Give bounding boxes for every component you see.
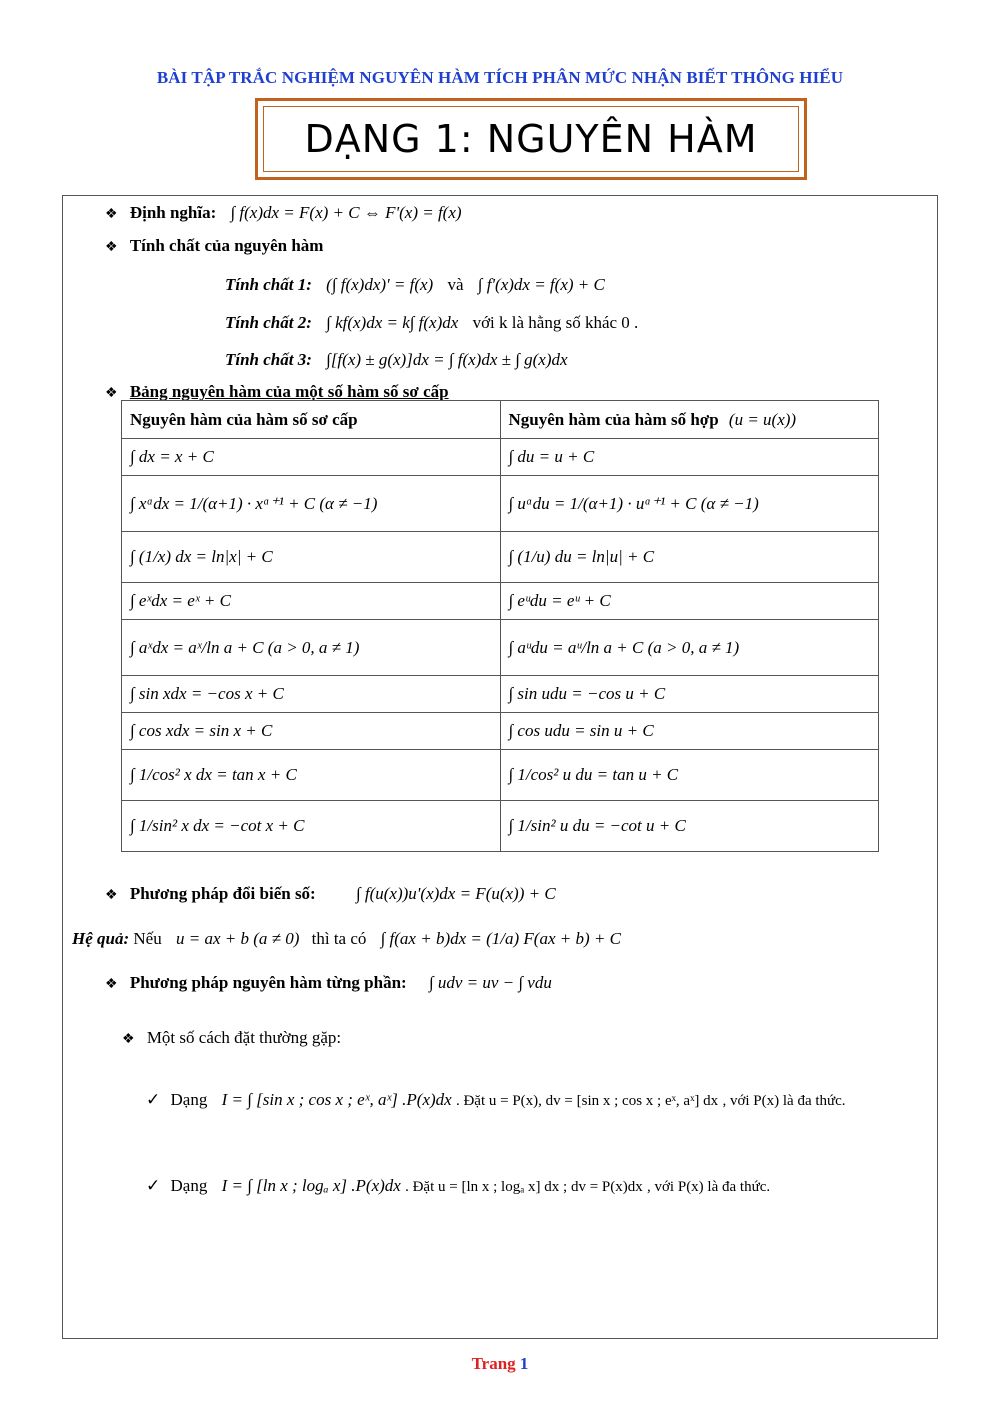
property-1-label: Tính chất 1: (225, 275, 312, 294)
table-cell: ∫ du = u + C (500, 439, 879, 476)
table-header-row (122, 401, 879, 439)
corollary-line (72, 929, 621, 949)
form2-set: . Đặt u = [ln x ; logₐ x] dx ; dv = P(x)dx (405, 1179, 643, 1195)
corollary-text1: Nếu (133, 929, 162, 948)
property-2 (225, 313, 638, 333)
table-cell: ∫ 1/cos² x dx = tan x + C (122, 750, 501, 801)
table-cell: ∫ cos udu = sin u + C (500, 713, 879, 750)
properties-heading-line (105, 236, 323, 256)
common-heading-line (122, 1028, 341, 1048)
property-1 (225, 275, 605, 295)
diamond-bullet-icon: ❖ (105, 386, 118, 401)
table-row (122, 532, 879, 583)
table-row (122, 801, 879, 852)
substitution-label: Phương pháp đổi biến số: (129, 884, 316, 903)
common-form-2 (146, 1176, 770, 1196)
corollary-text2: thì ta có (311, 929, 367, 948)
antiderivative-table (121, 400, 879, 852)
form1-integral: I = ∫ [sin x ; cos x ; eˣ, aˣ] .P(x)dx (221, 1090, 452, 1109)
title-box (255, 98, 807, 180)
substitution-formula: ∫ f(u(x))u'(x)dx = F(u(x)) + C (355, 884, 556, 903)
property-1-formula: (∫ f(x)dx)' = f(x) (326, 275, 434, 294)
table-cell: ∫ aˣdx = aˣ/ln a + C (a > 0, a ≠ 1) (122, 620, 501, 676)
table-row (122, 676, 879, 713)
corollary-math1: u = ax + b (a ≠ 0) (175, 929, 300, 948)
page-footer (0, 1354, 1000, 1374)
table-cell: ∫ (1/u) du = ln|u| + C (500, 532, 879, 583)
common-form-1 (146, 1090, 846, 1110)
table-row (122, 620, 879, 676)
table-cell: ∫ xᵅdx = 1/(α+1) · xᵅ⁺¹ + C (α ≠ −1) (122, 476, 501, 532)
substitution-line (105, 884, 556, 904)
table-col2-header (500, 401, 879, 439)
table-cell: ∫ 1/sin² u du = −cot u + C (500, 801, 879, 852)
table-cell: ∫ eᵘdu = eᵘ + C (500, 583, 879, 620)
table-cell: ∫ aᵘdu = aᵘ/ln a + C (a > 0, a ≠ 1) (500, 620, 879, 676)
parts-line (105, 973, 552, 993)
table-cell: ∫ uᵅdu = 1/(α+1) · uᵅ⁺¹ + C (α ≠ −1) (500, 476, 879, 532)
diamond-bullet-icon: ❖ (105, 240, 118, 255)
form1-tail: , với P(x) là đa thức. (722, 1093, 846, 1109)
table-row (122, 476, 879, 532)
parts-formula: ∫ udv = uv − ∫ vdu (428, 973, 552, 992)
table-cell: ∫ (1/x) dx = ln|x| + C (122, 532, 501, 583)
form2-prefix: Dạng (170, 1176, 208, 1195)
table-row (122, 713, 879, 750)
property-3-label: Tính chất 3: (225, 350, 312, 369)
table-row (122, 750, 879, 801)
table-cell: ∫ dx = x + C (122, 439, 501, 476)
page-header: BÀI TẬP TRẮC NGHIỆM NGUYÊN HÀM TÍCH PHÂN MỨC NHẬN BIẾT THÔNG HIỂU (156, 68, 844, 87)
page-title: DẠNG 1: NGUYÊN HÀM (263, 106, 799, 172)
corollary-label: Hệ quả: (72, 929, 130, 948)
property-3 (225, 350, 568, 370)
diamond-bullet-icon: ❖ (105, 977, 118, 992)
table-cell: ∫ 1/sin² x dx = −cot x + C (122, 801, 501, 852)
table-cell: ∫ sin udu = −cos u + C (500, 676, 879, 713)
table-heading: Bảng nguyên hàm của một số hàm số sơ cấp (129, 382, 449, 401)
page-number: 1 (519, 1354, 529, 1373)
property-1-formula2: ∫ f'(x)dx = f(x) + C (477, 275, 605, 294)
footer-label: Trang (471, 1354, 516, 1373)
table-row (122, 583, 879, 620)
property-2-note: với k là hằng số khác 0 . (472, 313, 639, 332)
form1-set: . Đặt u = P(x), dv = [sin x ; cos x ; eˣ, aˣ] dx (455, 1093, 719, 1109)
diamond-bullet-icon: ❖ (122, 1032, 135, 1047)
table-col2-label: Nguyên hàm của hàm số hợp (508, 409, 719, 429)
corollary-math2: ∫ f(ax + b)dx = (1/a) F(ax + b) + C (380, 929, 621, 948)
property-2-label: Tính chất 2: (225, 313, 312, 332)
table-cell: ∫ sin xdx = −cos x + C (122, 676, 501, 713)
checkmark-icon: ✓ (146, 1176, 161, 1195)
definition-formula: ∫ f(x)dx = F(x) + C ⇔ F'(x) = f(x) (230, 203, 462, 222)
parts-label: Phương pháp nguyên hàm từng phần: (129, 973, 407, 992)
table-cell: ∫ eˣdx = eˣ + C (122, 583, 501, 620)
table-heading-line (105, 382, 449, 402)
common-heading: Một số cách đặt thường gặp: (146, 1028, 342, 1047)
definition-line (105, 203, 462, 223)
table-cell: ∫ 1/cos² u du = tan u + C (500, 750, 879, 801)
table-col1-header: Nguyên hàm của hàm số sơ cấp (122, 401, 501, 439)
properties-heading: Tính chất của nguyên hàm (129, 236, 324, 255)
form1-prefix: Dạng (170, 1090, 208, 1109)
checkmark-icon: ✓ (146, 1090, 161, 1109)
table-cell: ∫ cos xdx = sin x + C (122, 713, 501, 750)
property-1-conj: và (447, 275, 464, 294)
diamond-bullet-icon: ❖ (105, 207, 118, 222)
definition-label: Định nghĩa: (129, 203, 217, 222)
table-row (122, 439, 879, 476)
form2-integral: I = ∫ [ln x ; logₐ x] .P(x)dx (221, 1176, 401, 1195)
table-col2-math: (u = u(x)) (728, 409, 797, 429)
property-3-formula: ∫[f(x) ± g(x)]dx = ∫ f(x)dx ± ∫ g(x)dx (326, 350, 568, 369)
property-2-formula: ∫ kf(x)dx = k∫ f(x)dx (326, 313, 459, 332)
form2-tail: , với P(x) là đa thức. (647, 1179, 771, 1195)
diamond-bullet-icon: ❖ (105, 888, 118, 903)
